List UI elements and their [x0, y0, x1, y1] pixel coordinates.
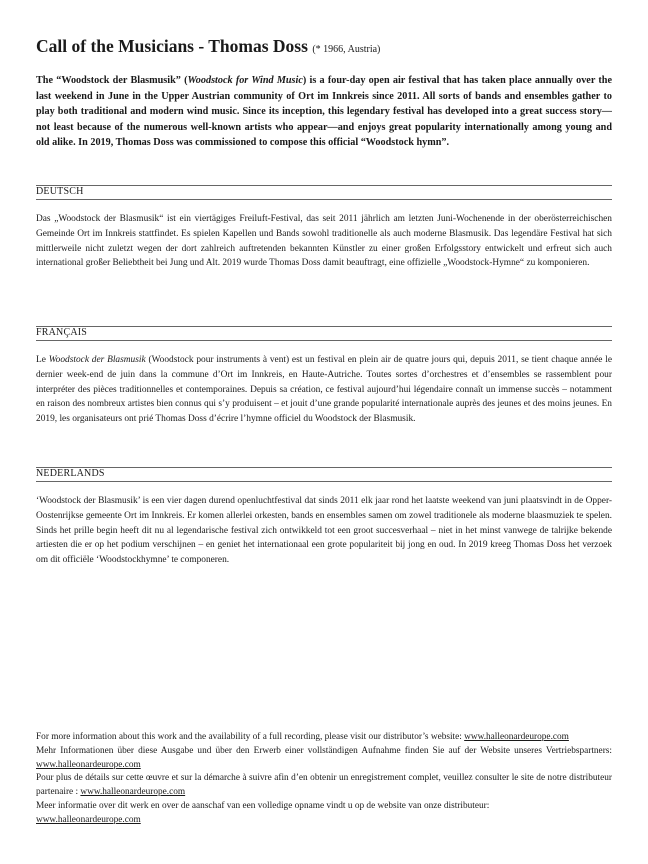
section-text-francais	[36, 353, 612, 427]
francais-italic: Woodstock der Blasmusik	[48, 355, 146, 365]
francais-text-1: Le	[36, 355, 49, 365]
intro-italic: Woodstock for Wind Music	[187, 75, 303, 86]
intro-text-2: ) is a four-day open air festival that has taken place annually over the last weekend in June in the Upper Austrian community of Ort im Innkreis since 2011. All sorts of bands and ensembles gather to play both traditional and modern wind music. Since its inception, this legendary festival has developed into a great success story—not least because of the numerous well-known artists who appear—and enjoys great popularity internationally among young and old alike. In 2019, Thomas Doss was commissioned to compose this official “Woodstock hymn”.	[36, 75, 612, 148]
title-text: Call of the Musicians - Thomas Doss	[36, 36, 308, 56]
section-heading-francais: FRANÇAIS	[36, 326, 612, 341]
distributor-link-en[interactable]: www.halleonardeurope.com	[464, 732, 569, 742]
francais-text-2: (Woodstock pour instruments à vent) est un festival en plein air de quatre jours qui, depuis 2011, se tient chaque année le dernier week-end de juin dans la commune d’Ort im Innkreis, en Haute-Autriche. Toutes sortes d’orchestres et d’ensembles se rassemblent pour interpréter des pièces traditionnelles et contemporaines. Depuis sa création, ce festival aujourd’hui légendaire connaît un immense succès – notamment en raison des nombreux artistes bien connus qui s’y produisent – et jouit d’une grande popularité internationale auprès des jeunes et des moins jeunes. En 2019, les organisateurs ont prié Thomas Doss d’écrire l’hymne officiel du Woodstock der Blasmusik.	[36, 355, 612, 425]
page-header	[36, 36, 612, 161]
intro-paragraph	[36, 73, 612, 151]
section-nederlands	[36, 467, 612, 568]
footer-text-nl: Meer informatie over dit werk en over de aanschaf van een volledige opname vindt u op de website van onze distributeur:	[36, 800, 490, 811]
footer-line-fr	[36, 772, 612, 800]
intro-text-1: The “Woodstock der Blasmusik” (	[36, 75, 188, 86]
distributor-link-nl[interactable]: www.halleonardeurope.com	[36, 814, 141, 825]
section-text-nederlands: ‘Woodstock der Blasmusik’ is een vier dagen durend openluchtfestival dat sinds 2011 elk jaar rond het laatste weekend van juni plaatsvindt in de Opper-Oostenrijkse gemeente Ort im Innkreis. Er komen allerlei orkesten, bands en ensembles samen om zowel traditionele als moderne blaasmuziek te spelen. Sinds het prille begin heeft dit nu al legendarische festival zich ontwikkeld tot een groot succesverhaal – niet in het minst vanwege de talrijke bekende artiesten die er op het podium verschijnen – en geniet het internationaal een grote populariteit bij jong en oud. In 2019 kreeg Thomas Doss het verzoek om dit officiële ‘Woodstockhymne’ te componeren.	[36, 496, 612, 566]
distributor-link-de[interactable]: www.halleonardeurope.com	[36, 759, 141, 770]
footer-line-de	[36, 745, 612, 773]
footer-text-de: Mehr Informationen über diese Ausgabe und über den Erwerb einer vollständigen Aufnahme finden Sie auf der Website unseres Vertriebspartners:	[36, 745, 612, 756]
page-title	[36, 36, 612, 60]
footer-info	[36, 731, 612, 828]
section-heading-nederlands: NEDERLANDS	[36, 467, 612, 482]
section-deutsch	[36, 185, 612, 271]
section-francais	[36, 326, 612, 427]
footer-text-fr: Pour plus de détails sur cette œuvre et sur la démarche à suivre afin d’en obtenir un enregistrement complet, veuillez consulter le site de notre distributeur partenaire :	[36, 773, 612, 798]
section-heading-deutsch: DEUTSCH	[36, 185, 612, 200]
distributor-link-fr[interactable]: www.halleonardeurope.com	[80, 787, 186, 798]
section-text-deutsch: Das „Woodstock der Blasmusik“ ist ein viertägiges Freiluft-Festival, das seit 2011 jährlich am letzten Juni-Wochenende in der oberösterreichischen Gemeinde Ort im Innkreis stattfindet. Es spielen Kapellen und Bands sowohl traditionelle als auch moderne Blasmusik. Das legendäre Festival hat sich mittlerweile nicht zuletzt wegen der dort zahlreich auftretenden bekannten Künstler zu einer großen Erfolgsstory entwickelt und erfreut sich auch international großer Beliebtheit bei Jung und Alt. 2019 wurde Thomas Doss damit beauftragt, eine offizielle „Woodstock-Hymne“ zu komponieren.	[36, 214, 612, 269]
footer-line-nl	[36, 800, 612, 828]
footer-text-en: For more information about this work and the availability of a full recording, please visit our distributor’s website:	[36, 732, 465, 742]
title-subtitle: (* 1966, Austria)	[312, 44, 381, 55]
footer-line-en	[36, 731, 612, 745]
